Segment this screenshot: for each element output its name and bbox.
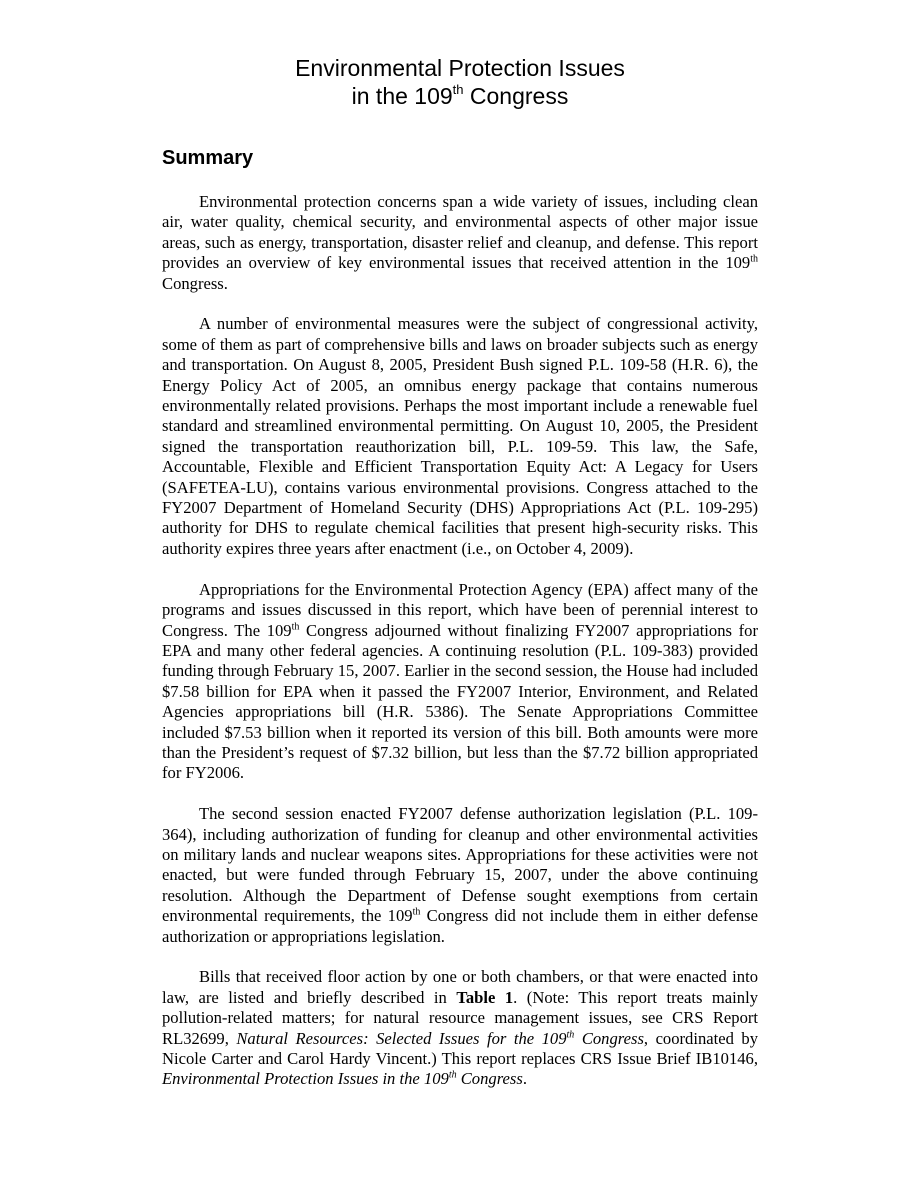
paragraph <box>162 967 758 1089</box>
paragraph-text: . (Note: This report treats mainly pollution-related matters; for natural resource management issues, see CRS Report RL32699, <box>162 987 758 1048</box>
report-title-reference: Congress <box>574 1028 644 1048</box>
ordinal-suffix: th <box>448 1069 457 1081</box>
paragraph-text: A number of environmental measures were the subject of congressional activity, some of them as part of comprehensive bills and laws on broader subjects such as energy and transportation. On August 8, 2005, President Bush signed P.L. 109-58 (H.R. 6), the Energy Policy Act of 2005, an omnibus energy package that contains numerous environmentally related provisions. Perhaps the most important include a renewable fuel standard and streamlined environmental permitting. On August 10, 2005, the President signed the transportation reauthorization bill, P.L. 109-59. This law, the Safe, Accountable, Flexible and Efficient Transportation Equity Act: A Legacy for Users (SAFETEA-LU), contains various environmental provisions. Congress attached to the FY2007 Department of Homeland Security (DHS) Appropriations Act (P.L. 109-295) authority for DHS to regulate chemical facilities that present high-security risks. This authority expires three years after enactment (i.e., on October 4, 2009). <box>162 314 758 558</box>
ordinal-suffix: th <box>566 1029 575 1041</box>
title-line-1: Environmental Protection Issues <box>295 55 625 81</box>
paragraph <box>162 804 758 947</box>
report-title-reference: Natural Resources: Selected Issues for the 109 <box>236 1028 567 1048</box>
summary-body <box>162 192 758 1110</box>
title-line-2 <box>352 83 569 109</box>
paragraph <box>162 314 758 559</box>
paragraph-text: Appropriations for the Environmental Protection Agency (EPA) affect many of the programs and issues discussed in this report, which have been of perennial interest to Congress. The 109 <box>162 579 758 640</box>
paragraph-text: Congress. <box>162 273 228 293</box>
report-title-reference: Environmental Protection Issues in the 109 <box>162 1069 449 1089</box>
title-ordinal-suffix: th <box>452 82 464 98</box>
paragraph <box>162 192 758 294</box>
ordinal-suffix: th <box>291 620 300 632</box>
table-reference: Table 1 <box>456 987 514 1007</box>
report-title-reference: Congress <box>456 1069 523 1089</box>
paragraph-text: The second session enacted FY2007 defense authorization legislation (P.L. 109-364), including authorization of funding for cleanup and other environmental activities on military lands and nuclear weapons sites. Appropriations for these activities were not enacted, but were funded through February 15, 2007, under the above continuing resolution. Although the Department of Defense sought exemptions from certain environmental requirements, the 109 <box>162 804 758 926</box>
paragraph-text: , coordinated by Nicole Carter and Carol Hardy Vincent.) This report replaces CRS Issue Brief IB10146, <box>162 1028 758 1068</box>
title-line-2-prefix: in the 109 <box>351 83 453 109</box>
title-line-2-suffix: Congress <box>463 83 569 109</box>
paragraph-text: Congress did not include them in either defense authorization or appropriations legislation. <box>162 906 759 946</box>
paragraph-text: Bills that received floor action by one or both chambers, or that were enacted into law, are listed and briefly described in <box>162 967 758 1007</box>
ordinal-suffix: th <box>750 253 758 265</box>
paragraph-text: Congress adjourned without finalizing FY2007 appropriations for EPA and many other federal agencies. A continuing resolution (P.L. 109-383) provided funding through February 15, 2007. Earlier in the second session, the House had included $7.58 billion for EPA when it passed the FY2007 Interior, Environment, and Related Agencies appropriations bill (H.R. 5386). The Senate Appropriations Committee included $7.53 billion when it reported its version of this bill. Both amounts were more than the President’s request of $7.32 billion, but less than the $7.72 billion appropriated for FY2006. <box>162 620 758 783</box>
paragraph <box>162 580 758 784</box>
document-title <box>160 54 760 110</box>
section-heading-summary: Summary <box>162 147 254 169</box>
ordinal-suffix: th <box>412 906 421 918</box>
paragraph-text: Environmental protection concerns span a wide variety of issues, including clean air, water quality, chemical security, and environmental aspects of other major issue areas, such as energy, transportation, disaster relief and cleanup, and defense. This report provides an overview of key environmental issues that received attention in the 109 <box>162 192 758 273</box>
paragraph-text: . <box>522 1069 527 1089</box>
